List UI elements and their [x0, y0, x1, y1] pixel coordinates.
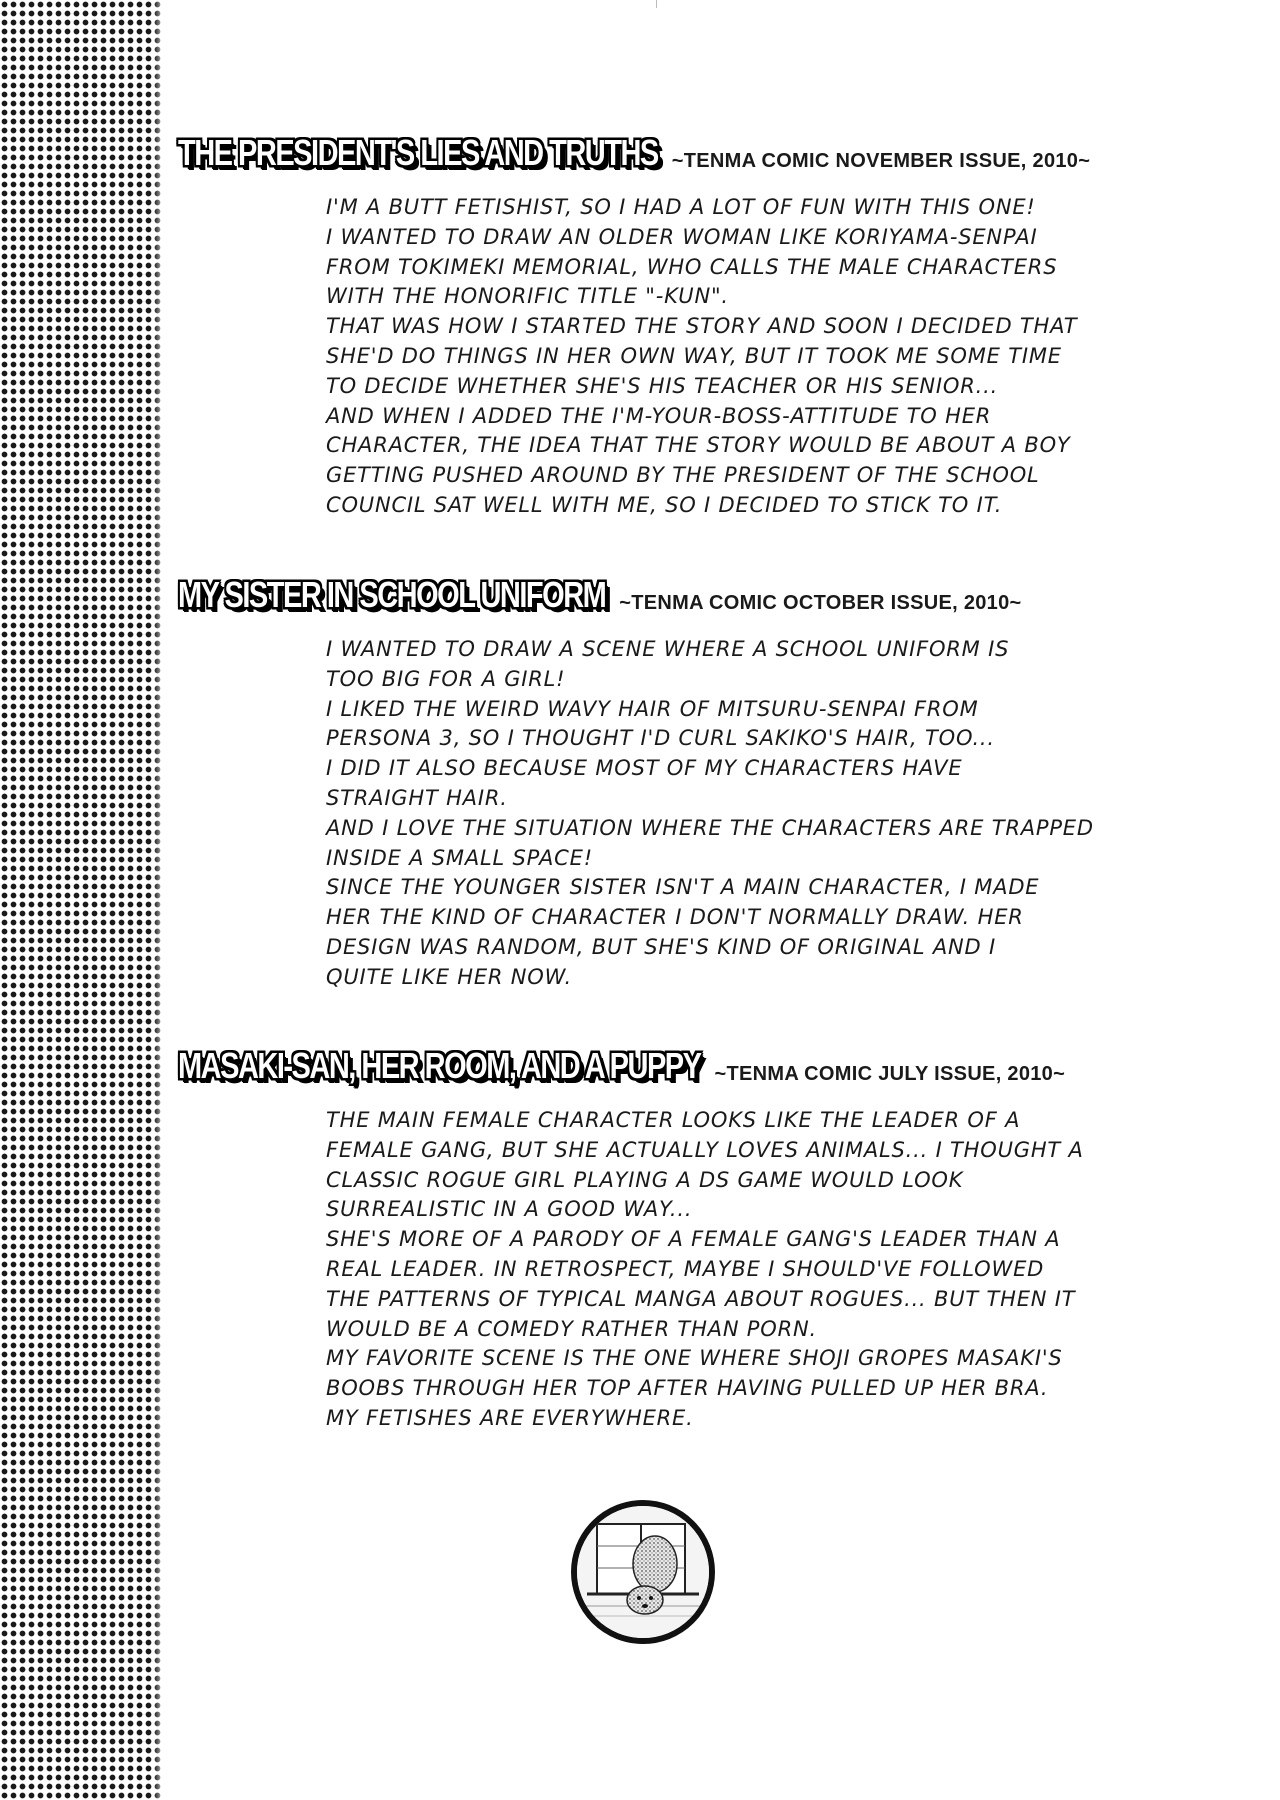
body-line: BOOBS THROUGH HER TOP AFTER HAVING PULLED UP HER BRA. — [326, 1376, 1049, 1401]
section-presidents-lies — [178, 133, 1258, 521]
body-line: STRAIGHT HAIR. — [326, 785, 508, 810]
body-line: QUITE LIKE HER NOW. — [326, 964, 572, 989]
section-body — [326, 193, 1258, 521]
section-issue: ~TENMA COMIC OCTOBER ISSUE, 2010~ — [619, 592, 1022, 614]
body-line: PERSONA 3, SO I THOUGHT I'D CURL SAKIKO'S HAIR, TOO... — [326, 726, 995, 751]
body-line: I WANTED TO DRAW A SCENE WHERE A SCHOOL UNIFORM IS — [326, 637, 1010, 661]
body-line: TO DECIDE WHETHER SHE'S HIS TEACHER OR HIS SENIOR... — [326, 373, 999, 398]
body-line: CLASSIC ROGUE GIRL PLAYING A DS GAME WOULD LOOK — [326, 1167, 964, 1192]
body-line: HER THE KIND OF CHARACTER I DON'T NORMALLY DRAW. HER — [326, 905, 1024, 930]
section-issue: ~TENMA COMIC NOVEMBER ISSUE, 2010~ — [671, 150, 1091, 172]
body-line: I LIKED THE WEIRD WAVY HAIR OF MITSURU-SENPAI FROM — [326, 696, 979, 721]
vignette-illustration — [571, 1500, 715, 1644]
section-title: MASAKI-SAN, HER ROOM, AND A PUPPY — [178, 1046, 701, 1087]
halftone-sidebar-fade — [154, 0, 166, 1800]
body-line: GETTING PUSHED AROUND BY THE PRESIDENT OF THE SCHOOL — [326, 463, 1040, 488]
body-line: INSIDE A SMALL SPACE! — [326, 845, 593, 870]
body-line: WOULD BE A COMEDY RATHER THAN PORN. — [326, 1316, 817, 1341]
body-line: CHARACTER, THE IDEA THAT THE STORY WOULD BE ABOUT A BOY — [326, 433, 1071, 458]
body-line: I DID IT ALSO BECAUSE MOST OF MY CHARACTERS HAVE — [326, 756, 963, 781]
section-sister-uniform — [178, 575, 1258, 993]
section-header — [178, 133, 1258, 175]
body-line: MY FAVORITE SCENE IS THE ONE WHERE SHOJI GROPES MASAKI'S — [326, 1346, 1063, 1371]
puppy-window-illustration — [577, 1506, 709, 1638]
section-header — [178, 575, 1258, 617]
body-line: AND WHEN I ADDED THE I'M-YOUR-BOSS-ATTITUDE TO HER — [326, 403, 992, 428]
body-line: COUNCIL SAT WELL WITH ME, SO I DECIDED TO STICK TO IT. — [326, 492, 1003, 517]
body-line: THE MAIN FEMALE CHARACTER LOOKS LIKE THE LEADER OF A — [326, 1108, 1021, 1132]
section-body — [326, 1106, 1258, 1434]
body-line: I'M A BUTT FETISHIST, SO I HAD A LOT OF FUN WITH THIS ONE! — [326, 195, 1036, 219]
section-issue: ~TENMA COMIC JULY ISSUE, 2010~ — [714, 1063, 1066, 1085]
body-line: REAL LEADER. IN RETROSPECT, MAYBE I SHOULD'VE FOLLOWED — [326, 1256, 1045, 1281]
halftone-sidebar — [0, 0, 162, 1800]
body-line: AND I LOVE THE SITUATION WHERE THE CHARACTERS ARE TRAPPED — [326, 815, 1094, 840]
body-line: SHE'S MORE OF A PARODY OF A FEMALE GANG'S LEADER THAN A — [326, 1227, 1061, 1252]
section-masaki-san — [178, 1046, 1258, 1434]
body-line: MY FETISHES ARE EVERYWHERE. — [326, 1405, 694, 1430]
body-line: THAT WAS HOW I STARTED THE STORY AND SOON I DECIDED THAT — [326, 314, 1078, 339]
body-line: I WANTED TO DRAW AN OLDER WOMAN LIKE KORIYAMA-SENPAI — [326, 224, 1038, 249]
body-line: FROM TOKIMEKI MEMORIAL, WHO CALLS THE MALE CHARACTERS — [326, 254, 1058, 279]
body-line: SINCE THE YOUNGER SISTER ISN'T A MAIN CHARACTER, I MADE — [326, 875, 1040, 900]
section-body — [326, 635, 1258, 993]
body-line: SURREALISTIC IN A GOOD WAY... — [326, 1197, 693, 1222]
body-line: TOO BIG FOR A GIRL! — [326, 666, 566, 691]
page-mark — [656, 0, 657, 8]
body-line: FEMALE GANG, BUT SHE ACTUALLY LOVES ANIMALS... I THOUGHT A — [326, 1137, 1084, 1162]
body-line: DESIGN WAS RANDOM, BUT SHE'S KIND OF ORIGINAL AND I — [326, 934, 996, 959]
body-line: WITH THE HONORIFIC TITLE "-KUN". — [326, 284, 729, 309]
section-title: THE PRESIDENT'S LIES AND TRUTHS — [178, 133, 658, 174]
body-line: THE PATTERNS OF TYPICAL MANGA ABOUT ROGUES... BUT THEN IT — [326, 1286, 1076, 1311]
section-title: MY SISTER IN SCHOOL UNIFORM — [178, 575, 606, 616]
section-header — [178, 1046, 1258, 1088]
body-line: SHE'D DO THINGS IN HER OWN WAY, BUT IT TOOK ME SOME TIME — [326, 343, 1062, 368]
